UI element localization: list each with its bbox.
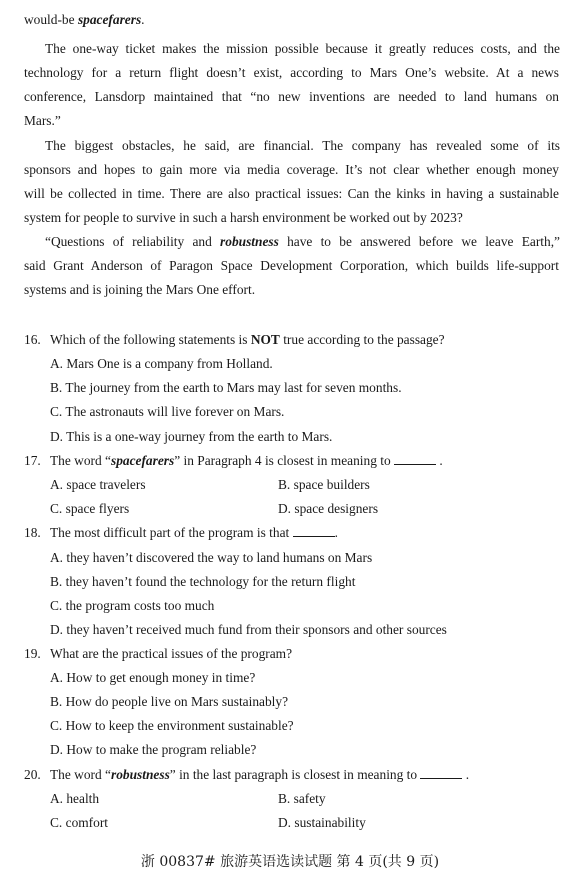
question-stem: What are the practical issues of the program? <box>50 646 293 661</box>
option-c: C. space flyers <box>50 501 130 516</box>
option-c: C. The astronauts will live forever on Mars. <box>50 404 285 419</box>
answer-blank <box>420 768 462 779</box>
question-number: 20. <box>24 767 41 782</box>
option-c: C. the program costs too much <box>50 598 215 613</box>
passage-line: The one-way ticket makes the mission possible because it greatly reduces costs, and the <box>45 41 560 56</box>
option-b: B. The journey from the earth to Mars may last for seven months. <box>50 380 402 395</box>
option-b: B. space builders <box>278 477 370 492</box>
option-c: C. How to keep the environment sustainable? <box>50 718 294 733</box>
question-stem: Which of the following statements is NOT true according to the passage? <box>50 332 445 347</box>
page-footer: 浙 00837# 旅游英语选读试题 第 4 页(共 9 页) <box>140 854 440 870</box>
option-c: C. comfort <box>50 815 109 830</box>
option-b: B. they haven’t found the technology for the return flight <box>50 574 356 589</box>
question-number: 18. <box>24 525 41 540</box>
option-d: D. How to make the program reliable? <box>50 742 257 757</box>
passage-line: conference, Lansdorp maintained that “no new inventions are needed to land humans on <box>24 89 559 104</box>
question-stem: The most difficult part of the program is that . <box>50 525 338 540</box>
option-b: B. How do people live on Mars sustainably? <box>50 694 289 709</box>
option-d: D. they haven’t received much fund from their sponsors and other sources <box>50 622 447 637</box>
passage-line: The biggest obstacles, he said, are financial. The company has revealed some of its <box>45 138 560 153</box>
passage-line: would-be spacefarers. <box>24 12 145 27</box>
option-d: D. space designers <box>278 501 379 516</box>
answer-blank <box>293 526 335 537</box>
question-number: 19. <box>24 646 41 661</box>
option-a: A. they haven’t discovered the way to land humans on Mars <box>50 550 373 565</box>
passage-line: technology for a return flight doesn’t exist, according to Mars One’s website. At a news <box>24 65 559 80</box>
question-stem: The word “spacefarers” in Paragraph 4 is closest in meaning to . <box>50 453 443 468</box>
passage-line: said Grant Anderson of Paragon Space Development Corporation, which builds life-support <box>24 258 559 273</box>
passage-line: “Questions of reliability and robustness have to be answered before we leave Earth,” <box>45 234 560 249</box>
option-d: D. This is a one-way journey from the earth to Mars. <box>50 429 333 444</box>
option-d: D. sustainability <box>278 815 366 830</box>
option-a: A. Mars One is a company from Holland. <box>50 356 273 371</box>
option-a: A. health <box>50 791 100 806</box>
passage-line: will be collected in time. There are also practical issues: Can the kinks in having a sustainable <box>24 186 559 201</box>
passage-line: systems and is joining the Mars One effort. <box>24 282 256 297</box>
question-number: 17. <box>24 453 41 468</box>
question-stem: The word “robustness” in the last paragraph is closest in meaning to . <box>50 767 470 782</box>
answer-blank <box>394 454 436 465</box>
passage-line: system for people to survive in such a harsh environment be worked out by 2023? <box>24 210 463 225</box>
passage-line: sponsors and hopes to gain more via media coverage. It’s not clear whether enough money <box>24 162 559 177</box>
option-a: A. How to get enough money in time? <box>50 670 256 685</box>
option-a: A. space travelers <box>50 477 146 492</box>
option-b: B. safety <box>278 791 326 806</box>
question-number: 16. <box>24 332 41 347</box>
passage-line: Mars.” <box>24 113 61 128</box>
